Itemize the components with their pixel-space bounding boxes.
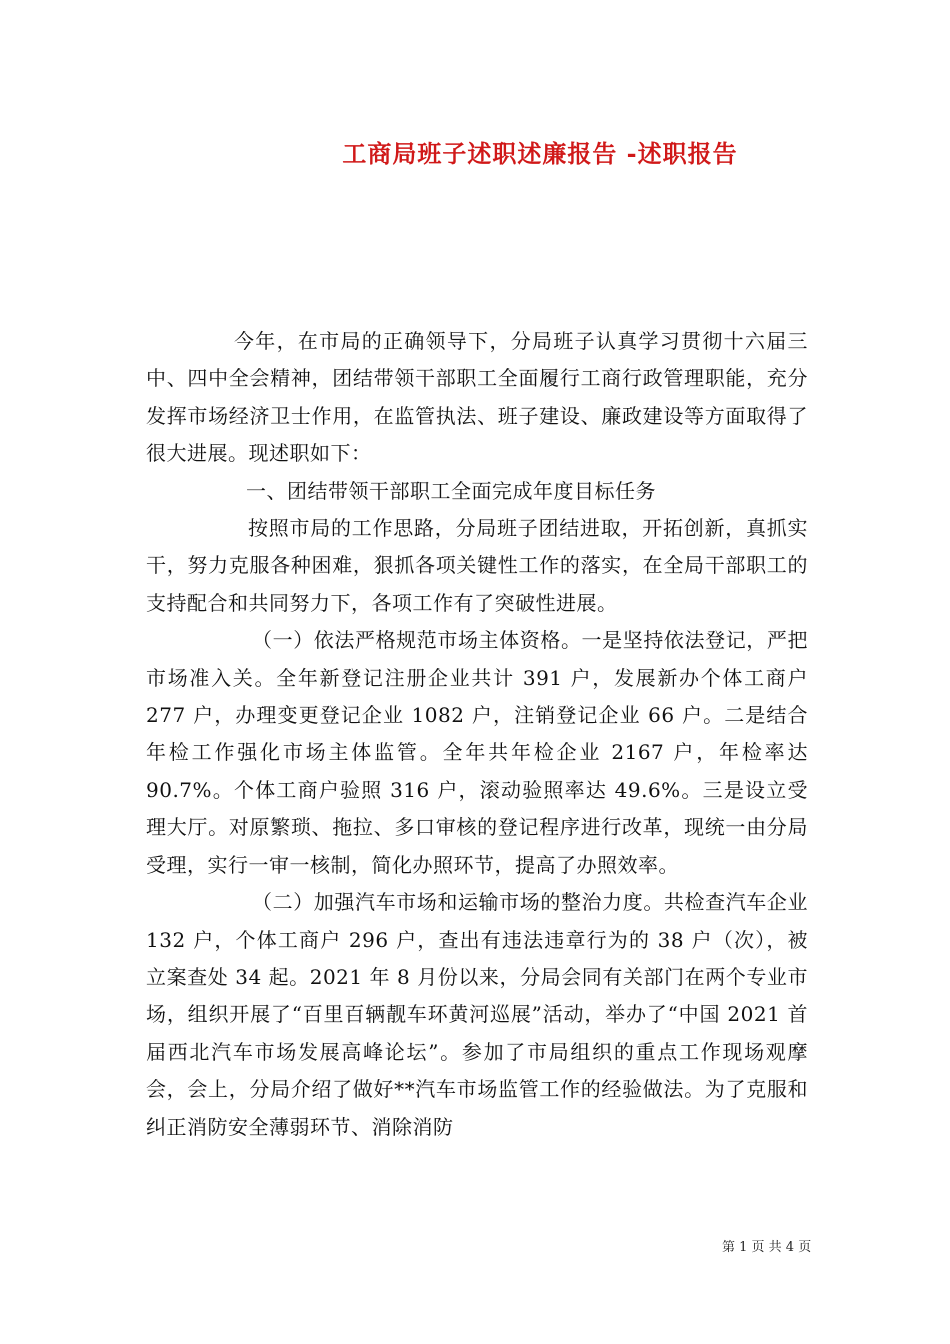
page-number: 第 1 页 共 4 页 (722, 1240, 812, 1255)
document-body (146, 323, 808, 1146)
paragraph-work-approach: 按照市局的工作思路，分局班子团结进取，开拓创新，真抓实干，努力克服各种困难，狠抓各项关键性工作的落实，在全局干部职工的支持配合和共同努力下，各项工作有了突破性进展。 (146, 516, 808, 615)
paragraph-market-entity: （一）依法严格规范市场主体资格。一是坚持依法登记，严把市场准入关。全年新登记注册企业共计 391 户，发展新办个体工商户 277 户，办理变更登记企业 1082 户，注销登记企业 66 户。二是结合年检工作强化市场主体监管。全年共年检企业 2167 户，年检率达 90.7%。个体工商户验照 316 户，滚动验照率达 49.6%。三是设立受理大厅。对原繁琐、拖拉、多口审核的登记程序进行改革，现统一由分局受理，实行一审一核制，简化办照环节，提高了办照效率。 (146, 628, 808, 877)
document-title: 工商局班子述职述廉报告 -述职报告 (342, 139, 738, 168)
paragraph-intro: 今年，在市局的正确领导下，分局班子认真学习贯彻十六届三中、四中全会精神，团结带领干部职工全面履行工商行政管理职能，充分发挥市场经济卫士作用，在监管执法、班子建设、廉政建设等方面取得了很大进展。现述职如下： (146, 329, 808, 466)
section-heading-1: 一、团结带领干部职工全面完成年度目标任务 (246, 478, 656, 503)
paragraph-auto-market: （二）加强汽车市场和运输市场的整治力度。共检查汽车企业 132 户，个体工商户 296 户，查出有违法违章行为的 38 户（次），被立案查处 34 起。2021 年 8 月份以来，分局会同有关部门在两个专业市场，组织开展了“百里百辆靓车环黄河巡展”活动，举办了“中国 2021 首届西北汽车市场发展高峰论坛”。参加了市局组织的重点工作现场观摩会，会上，分局介绍了做好**汽车市场监管工作的经验做法。为了克服和纠正消防安全薄弱环节、消除消防 (146, 890, 808, 1139)
